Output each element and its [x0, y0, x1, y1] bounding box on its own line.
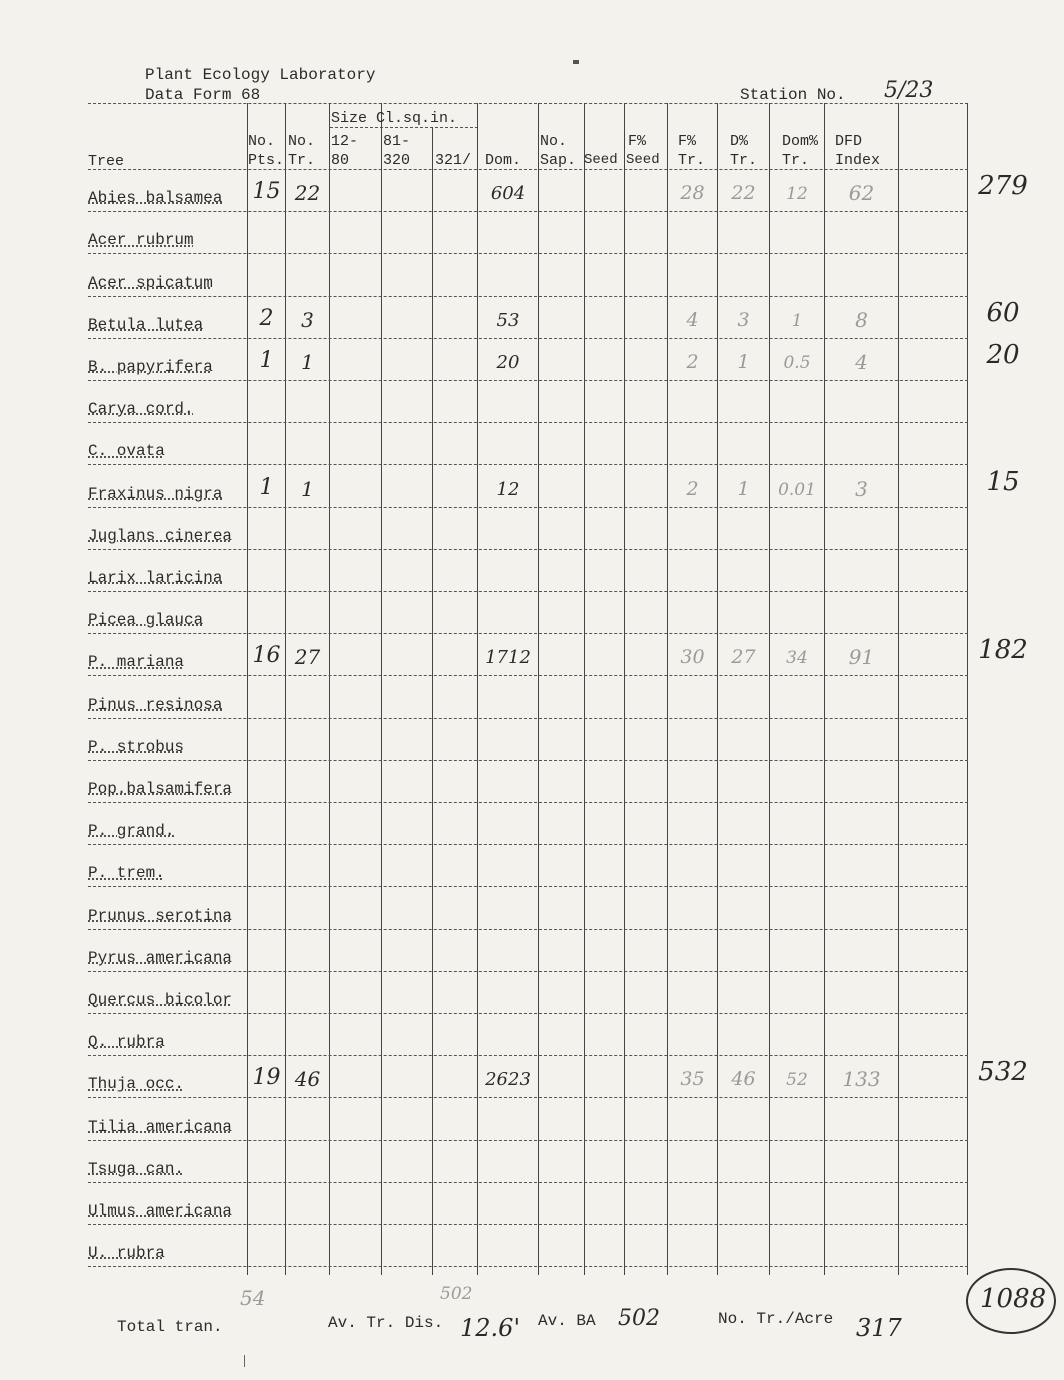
- col-line: [667, 103, 668, 1275]
- cell-d: 27: [731, 646, 756, 669]
- cell-d: 1: [737, 351, 750, 373]
- row-rule: [88, 802, 968, 803]
- grand-total-value: 1088: [980, 1284, 1047, 1314]
- row-rule: [88, 633, 968, 634]
- av-tr-dis-note: 502: [440, 1284, 473, 1304]
- header-no-pts-1: No.: [248, 133, 276, 150]
- cell-pts: 1: [259, 348, 274, 373]
- tree-name: C. ovata: [88, 442, 165, 461]
- tree-name: Ulmus americana: [88, 1202, 233, 1220]
- header-top-rule: [88, 103, 968, 104]
- station-value: 5/23: [884, 78, 934, 103]
- cell-dfd: 62: [848, 181, 875, 206]
- cell-pts: 16: [252, 643, 281, 669]
- header-d-tr-2: Tr.: [730, 152, 758, 169]
- header-no-sap-2: Sap.: [540, 152, 577, 169]
- cell-tr: 22: [294, 181, 321, 206]
- header-no-tr-2: Tr.: [288, 152, 316, 169]
- cell-pts: 2: [259, 305, 274, 331]
- cell-domp: 0.01: [778, 479, 816, 500]
- header-d-tr-1: D%: [730, 133, 749, 150]
- cell-f: 35: [680, 1068, 705, 1091]
- no-tr-acre-label: No. Tr./Acre: [718, 1310, 834, 1328]
- cell-domp: 1: [791, 310, 803, 331]
- header-size-class: Size Cl.sq.in.: [331, 110, 458, 127]
- station-label: Station No.: [740, 86, 846, 104]
- row-rule: [88, 718, 968, 719]
- tree-name: Pinus resinosa: [88, 695, 223, 714]
- cell-total: 279: [978, 171, 1028, 202]
- col-line: [477, 103, 478, 1275]
- col-line: [769, 103, 770, 1275]
- tree-name: Juglans cinerea: [88, 526, 233, 545]
- total-tran-value: 54: [240, 1286, 266, 1310]
- col-line: [285, 103, 286, 1275]
- row-rule: [88, 886, 968, 887]
- tree-name: Betula lutea: [88, 315, 204, 334]
- lab-title: Plant Ecology Laboratory: [145, 66, 376, 84]
- tree-name: B. papyrifera: [88, 358, 213, 376]
- av-tr-dis-value: 12.6': [460, 1314, 521, 1342]
- row-rule: [88, 1140, 968, 1141]
- tree-name: Fraxinus nigra: [88, 484, 223, 503]
- cell-domp: 0.5: [783, 353, 811, 373]
- tree-name: P. grand.: [88, 822, 175, 841]
- cell-dom: 53: [496, 309, 520, 331]
- col-line: [247, 103, 248, 1275]
- cell-dfd: 91: [848, 645, 875, 670]
- row-rule: [88, 971, 968, 972]
- tree-name: Quercus bicolor: [88, 991, 233, 1009]
- cell-dfd: 8: [855, 307, 868, 332]
- tree-name: Acer rubrum: [88, 231, 194, 250]
- row-rule: [88, 464, 968, 465]
- col-line: [824, 103, 825, 1275]
- cell-domp: 34: [786, 648, 808, 669]
- header-tree: Tree: [88, 153, 125, 170]
- cell-tr: 3: [301, 307, 314, 332]
- header-dom-tr-1: Dom%: [782, 133, 819, 150]
- cell-tr: 27: [294, 645, 321, 670]
- cell-domp: 12: [786, 184, 808, 205]
- col-line: [898, 103, 899, 1275]
- header-no-tr-1: No.: [288, 133, 316, 150]
- row-rule: [88, 1266, 968, 1267]
- cell-dom: 20: [496, 352, 520, 373]
- header-seed: Seed: [584, 152, 618, 168]
- cell-f: 30: [680, 646, 705, 669]
- header-f-tr-2: Tr.: [678, 152, 706, 169]
- cell-dom: 12: [496, 478, 520, 500]
- header-size-81-2: 320: [383, 152, 411, 169]
- col-line: [624, 103, 625, 1275]
- row-rule: [88, 1013, 968, 1014]
- cell-pts: 19: [252, 1065, 281, 1091]
- cell-d: 22: [731, 182, 756, 205]
- header-no-sap-1: No.: [540, 133, 568, 150]
- cell-f: 28: [680, 182, 705, 205]
- row-rule: [88, 844, 968, 845]
- row-rule: [88, 760, 968, 761]
- cell-total: 182: [978, 635, 1028, 666]
- row-rule: [88, 507, 968, 508]
- header-size-12-1: 12-: [331, 133, 359, 150]
- form-name: Data Form 68: [145, 86, 261, 104]
- header-dfd-2: Index: [835, 152, 881, 169]
- tree-name: Larix laricina: [88, 569, 223, 587]
- col-line: [329, 103, 330, 1275]
- cell-domp: 52: [786, 1070, 808, 1091]
- total-tran-label: Total tran.: [117, 1318, 223, 1336]
- row-rule: [88, 591, 968, 592]
- cell-total: 15: [986, 466, 1020, 497]
- tree-name: Carya cord.: [88, 400, 194, 419]
- cell-dom: 2623: [485, 1069, 531, 1091]
- tree-name: Q. rubra: [88, 1033, 165, 1052]
- row-rule: [88, 169, 968, 170]
- header-size-81-1: 81-: [383, 133, 411, 150]
- av-ba-value: 502: [618, 1306, 660, 1331]
- pencil-mark: [244, 1355, 245, 1367]
- row-rule: [88, 675, 968, 676]
- av-tr-dis-label: Av. Tr. Dis.: [328, 1314, 444, 1332]
- cell-total: 20: [986, 340, 1020, 370]
- cell-dfd: 3: [855, 476, 868, 501]
- tree-name: Tilia americana: [88, 1117, 233, 1136]
- col-line: [432, 127, 433, 1275]
- header-f-seed-1: F%: [628, 133, 647, 150]
- cell-pts: 1: [259, 474, 274, 500]
- col-line: [381, 103, 382, 1275]
- row-rule: [88, 338, 968, 339]
- row-rule: [88, 929, 968, 930]
- header-dom-tr-2: Tr.: [782, 152, 810, 169]
- row-rule: [88, 1097, 968, 1098]
- tree-name: P. mariana: [88, 653, 185, 672]
- cell-f: 4: [686, 308, 699, 331]
- av-ba-label: Av. BA: [538, 1312, 596, 1330]
- header-f-seed-2: Seed: [626, 152, 660, 168]
- tree-name: Pyrus americana: [88, 948, 233, 967]
- ink-mark: [573, 60, 579, 64]
- tree-name: Tsuga can.: [88, 1159, 185, 1178]
- tree-name: P. strobus: [88, 737, 185, 756]
- tree-name: Thuja occ.: [88, 1075, 185, 1094]
- tree-name: Prunus serotina: [88, 906, 233, 925]
- no-tr-acre-value: 317: [856, 1314, 902, 1342]
- cell-total: 60: [986, 297, 1020, 328]
- row-rule: [88, 1182, 968, 1183]
- row-rule: [88, 296, 968, 297]
- tree-name: P. trem.: [88, 864, 165, 883]
- col-line: [584, 103, 585, 1275]
- cell-f: 2: [686, 351, 699, 373]
- row-rule: [88, 422, 968, 423]
- cell-d: 3: [737, 308, 750, 331]
- header-dom: Dom.: [485, 152, 522, 169]
- cell-tr: 1: [301, 350, 314, 374]
- tree-name: Picea glauca: [88, 611, 204, 630]
- tree-name: Abies balsamea: [88, 189, 223, 208]
- cell-pts: 15: [252, 179, 281, 205]
- row-rule: [88, 1055, 968, 1056]
- tree-name: U. rubra: [88, 1244, 165, 1263]
- cell-dfd: 133: [842, 1067, 881, 1092]
- row-rule: [88, 380, 968, 381]
- cell-dom: 604: [490, 183, 526, 205]
- col-line: [967, 103, 968, 1275]
- cell-tr: 1: [301, 476, 314, 501]
- row-rule: [88, 253, 968, 254]
- cell-tr: 46: [294, 1067, 321, 1092]
- tree-name: Acer spicatum: [88, 273, 213, 292]
- col-line: [538, 103, 539, 1275]
- header-size-321: 321/: [435, 152, 472, 169]
- header-no-pts-2: Pts.: [248, 152, 285, 169]
- cell-dfd: 4: [855, 350, 868, 374]
- cell-f: 2: [686, 477, 699, 500]
- header-dfd-1: DFD: [835, 133, 863, 150]
- header-size-12-2: 80: [331, 152, 350, 169]
- row-rule: [88, 1224, 968, 1225]
- col-line: [717, 103, 718, 1275]
- row-rule: [88, 549, 968, 550]
- cell-d: 46: [731, 1068, 756, 1091]
- cell-d: 1: [737, 477, 750, 500]
- cell-total: 532: [978, 1057, 1028, 1088]
- cell-dom: 1712: [485, 647, 531, 669]
- header-f-tr-1: F%: [678, 133, 697, 150]
- row-rule: [88, 211, 968, 212]
- tree-name: Pop.balsamifera: [88, 780, 233, 798]
